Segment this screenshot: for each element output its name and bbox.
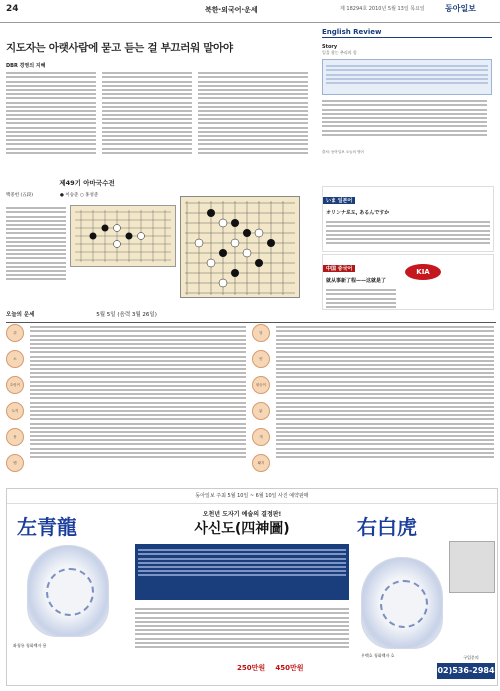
zodiac-snake-icon: 뱀 [6, 454, 24, 472]
english-review-box [322, 28, 492, 182]
chinese-box [322, 254, 494, 310]
ad-prices [237, 663, 304, 673]
article-column-3 [198, 70, 308, 170]
horoscope-grid [6, 324, 496, 472]
zodiac-tiger-icon: 호랑이 [6, 376, 24, 394]
ad-left-panel [7, 505, 127, 683]
ad-price-2: 450만원 [275, 664, 304, 672]
article-headline: 지도자는 아랫사람에 묻고 듣는 걸 부끄러워 말아야 [6, 42, 233, 54]
zodiac-rabbit-icon: 토끼 [6, 402, 24, 420]
baduk-board [180, 196, 300, 298]
story-title: 일을 찾는 추리의 힘 [322, 50, 357, 55]
baduk-player-black: 백중헌 (五段) [6, 193, 33, 198]
baduk-commentary [6, 205, 66, 300]
ad-price-1: 250만원 [237, 664, 266, 672]
zodiac-dog-icon: 개 [252, 428, 270, 446]
horoscope-heading: 오늘의 운세 [6, 312, 35, 318]
baduk-small-diagram [70, 205, 176, 267]
zodiac-ox-icon: 소 [6, 350, 24, 368]
article-subhead: DBR 경영의 지혜 [6, 63, 46, 69]
ad-product: 사신도(四神圖) [194, 521, 290, 537]
advertisement [6, 488, 498, 686]
japanese-box [322, 186, 494, 252]
baduk-title: 제49기 아마국수전 [59, 179, 115, 187]
chinese-tag: 中国 중국어 [323, 265, 355, 272]
baduk-small-board [71, 206, 175, 266]
ad-center-panel [127, 503, 357, 683]
newspaper-logo: 동아일보 [445, 4, 476, 13]
kia-logo: KIA [405, 264, 441, 280]
section-title: 북한·외국어·운세 [205, 6, 258, 14]
zodiac-sheep-icon: 양 [252, 350, 270, 368]
english-review-title: English Review [322, 28, 492, 38]
ad-right-caption: 우백호 청화백자 호 [361, 653, 395, 658]
zodiac-pig-icon: 돼지 [252, 454, 270, 472]
baduk-players: ● 이승준 ○ 홍성준 [60, 193, 99, 198]
ad-right-panel [357, 505, 497, 683]
artist-photo [449, 541, 495, 593]
zodiac-horse-icon: 말 [252, 324, 270, 342]
ad-right-vase-image [361, 557, 443, 649]
baduk-board-grid [181, 197, 299, 297]
story-body [322, 98, 487, 148]
ad-headline: 오천년 도자기 예술의 결정판! [202, 511, 282, 518]
japanese-body [326, 219, 490, 255]
story-source: 출처: 동아일보 오늘의 영어 [322, 150, 364, 154]
horoscope-date: 5월 5일 (음력 3월 26일) [96, 312, 157, 318]
japanese-line: オリンナ로도, あるんですか [326, 210, 390, 216]
page-header [0, 0, 500, 23]
article-column-1 [6, 70, 96, 170]
story-text-box [322, 59, 492, 95]
ad-left-vase-image [27, 545, 109, 637]
ad-left-hanja: 左青龍 [17, 515, 77, 539]
ad-body-text [135, 606, 349, 666]
zodiac-monkey-icon: 원숭이 [252, 376, 270, 394]
zodiac-dragon-icon: 용 [6, 428, 24, 446]
horoscope-text-right [276, 324, 494, 470]
japanese-tag: いま 일본어 [323, 197, 355, 204]
ad-right-hanja: 右白虎 [357, 515, 417, 539]
horoscope-text-left [30, 324, 246, 470]
zodiac-rooster-icon: 닭 [252, 402, 270, 420]
horoscope-header [6, 310, 496, 323]
zodiac-rat-icon: 쥐 [6, 324, 24, 342]
page-number: 24 [6, 4, 19, 14]
ad-left-caption: 좌청룡 청화백자 용 [13, 643, 47, 648]
ad-contact-label: 구입문의 [463, 655, 479, 660]
ad-top-banner: 동아일보 주최 5월 10일 ~ 6월 10일 사진 예약판매 [7, 489, 497, 504]
ad-description-box [135, 544, 349, 600]
chinese-title: 就从事新了程——这就是了 [326, 278, 387, 284]
story-label: Story [322, 44, 338, 50]
article-column-2 [102, 70, 192, 170]
issue-date: 제 18294호 2010년 5월 13일 목요일 [340, 6, 425, 12]
ad-phone-number[interactable]: 02)536-2984 [437, 663, 495, 679]
